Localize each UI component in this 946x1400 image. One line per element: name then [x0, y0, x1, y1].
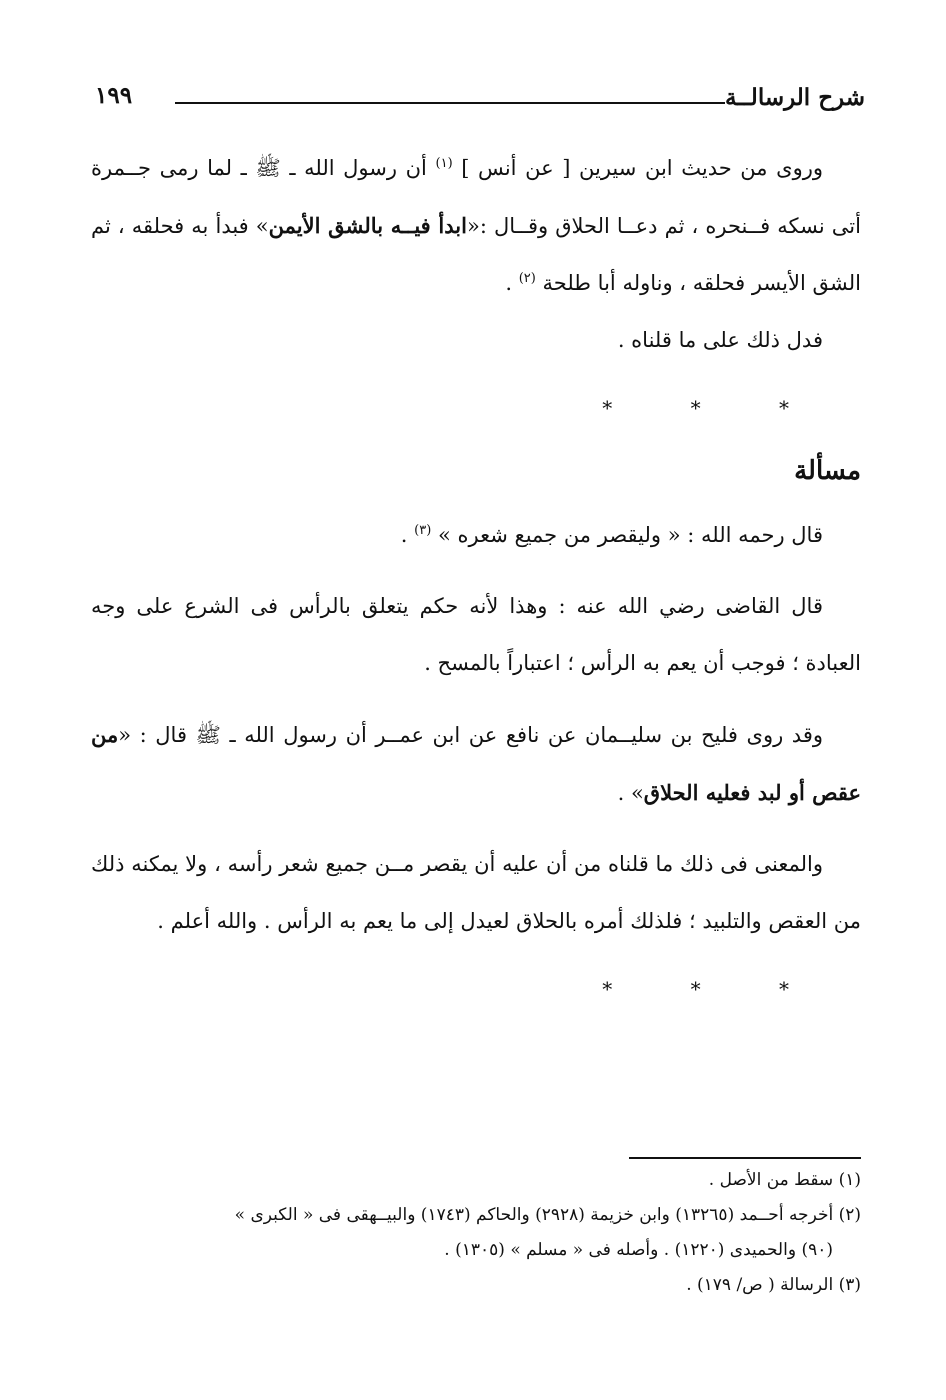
paragraph-text: وروى من حديث ابن سيرين [ عن أنس ] [461, 156, 823, 180]
paragraph-text: قال رحمه الله : « وليقصر من جميع شعره » [438, 523, 823, 547]
body-text [91, 140, 861, 1024]
paragraph-qadi-commentary: قال القاضى رضي الله عنه : وهذا لأنه حكم يتعلق بالرأس فى الشرع على وجه العبادة ؛ فوجب أن يعم به الرأس ؛ اعتباراً بالمسح . [91, 594, 861, 675]
paragraph-conclusion: فدل ذلك على ما قلناه . [617, 328, 823, 352]
page-number: ١٩٩ [95, 82, 133, 109]
paragraph-text: » . [617, 781, 644, 805]
paragraph-text: » فبدأ به فحلقه ، ثم الشق الأيسر فحلقه ، وناوله أبا طلحة [91, 214, 861, 295]
footnote-2-continuation: (٩٠) والحميدى (١٢٢٠) . وأصله فى « مسلم » (١٣٠٥) . [444, 1240, 833, 1260]
footnote-ref-2: (٢) [518, 271, 536, 286]
header-rule [175, 102, 725, 104]
paragraph-text-quote [91, 507, 861, 564]
section-heading: مسألة [794, 456, 861, 486]
running-title: شرح الرسالــة [725, 84, 865, 111]
paragraph-text: . [400, 523, 408, 547]
footnote-2: (٢) أخرجه أحــمد (١٣٢٦٥) وابن خزيمة (٢٩٢٨) والحاكم (١٧٤٣) والبيــهقى فى « الكبرى » [234, 1205, 861, 1225]
footnote-ref-3: (٣) [414, 523, 432, 538]
running-header [95, 78, 865, 122]
footnote-1: (١) سقط من الأصل . [708, 1170, 861, 1190]
paragraph-meaning: والمعنى فى ذلك ما قلناه من أن عليه أن يقصر مــن جميع شعر رأسه ، ولا يمكنه ذلك من العقص والتلبيد ؛ فلذلك أمره بالحلاق لعيدل إلى ما يعم به الرأس . والله أعلم . [91, 852, 861, 933]
footnote-rule [629, 1157, 861, 1159]
paragraph-hadith-ibn-umar [91, 706, 861, 822]
asterisk-divider: * * * [602, 396, 825, 420]
paragraph-hadith-ibn-sirin [91, 140, 861, 312]
footnote-ref-1: (١) [435, 156, 453, 171]
hadith-quote: ابدأ فيــه بالشق الأيمن [268, 213, 467, 238]
footnotes [91, 1163, 861, 1303]
hadith-quote: من عقص أو لبد فعليه الحلاق [91, 722, 861, 805]
paragraph-text: أن رسول الله ـ ﷺ ـ لما رمى جــمرة أتى نسكه فــنحره ، ثم دعــا الحلاق وقــال :« [91, 156, 861, 238]
asterisk-divider: * * * [602, 977, 825, 1001]
paragraph-text: وقد روى فليح بن سليــمان عن نافع عن ابن عمــر أن رسول الله ـ ﷺ قال : « [118, 723, 823, 747]
paragraph-text: . [505, 271, 513, 295]
footnote-3: (٣) الرسالة ( ص/ ١٧٩) . [686, 1275, 861, 1295]
